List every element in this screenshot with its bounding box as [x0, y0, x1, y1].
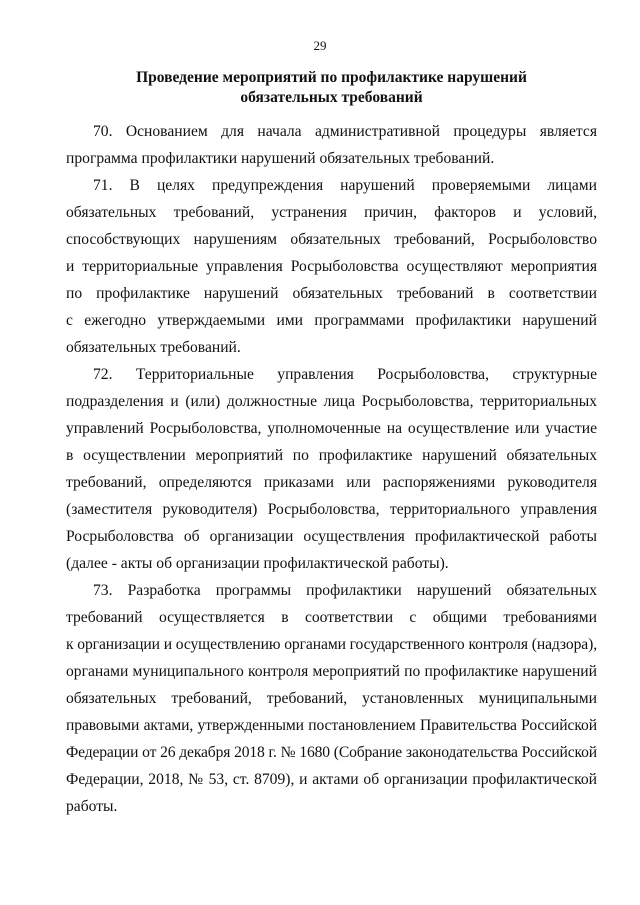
page-number: 29 [313, 38, 327, 53]
paragraph-line: к организации и осуществлению органами государственного контроля (надзора), [66, 636, 597, 653]
paragraph [66, 172, 597, 361]
paragraph-line: (далее - акты об организации профилактической работы). [66, 555, 449, 572]
paragraph-line: правовыми актами, утвержденными постановлением Правительства Российской [66, 717, 597, 734]
paragraph-line: 71. В целях предупреждения нарушений проверяемыми лицами [93, 177, 597, 194]
paragraph-line: Росрыболовства об организации осуществления профилактической работы [66, 528, 597, 545]
paragraph-line: 73. Разработка программы профилактики нарушений обязательных [93, 582, 597, 599]
paragraph [66, 118, 597, 172]
section-title-line: обязательных требований [240, 89, 423, 106]
paragraph-line: и территориальные управления Росрыболовства осуществляют мероприятия [66, 258, 597, 275]
paragraph-line: (заместителя руководителя) Росрыболовства, территориального управления [66, 501, 597, 518]
paragraph-line: органами муниципального контроля мероприятий по профилактике нарушений [66, 663, 597, 680]
paragraph-line: по профилактике нарушений обязательных требований в соответствии [66, 285, 597, 302]
paragraph-line: подразделения и (или) должностные лица Росрыболовства, территориальных [66, 393, 597, 410]
section-title [66, 68, 597, 108]
document-body [66, 118, 597, 820]
paragraph-line: работы. [66, 798, 118, 815]
paragraph-line: Федерации от 26 декабря 2018 г. № 1680 (Собрание законодательства Российской [66, 744, 597, 761]
paragraph [66, 577, 597, 820]
paragraph-line: 72. Территориальные управления Росрыболовства, структурные [93, 366, 597, 383]
paragraph-line: с ежегодно утверждаемыми ими программами профилактики нарушений [66, 312, 597, 329]
section-title-line: Проведение мероприятий по профилактике нарушений [136, 69, 527, 86]
paragraph-line: в осуществлении мероприятий по профилактике нарушений обязательных [66, 447, 597, 464]
paragraph-line: обязательных требований. [66, 339, 241, 356]
paragraph-line: обязательных требований, устранения причин, факторов и условий, [66, 204, 597, 221]
paragraph-line: Федерации, 2018, № 53, ст. 8709), и актами об организации профилактической [66, 771, 597, 788]
paragraph [66, 361, 597, 577]
paragraph-line: 70. Основанием для начала административной процедуры является [93, 123, 597, 140]
paragraph-line: управлений Росрыболовства, уполномоченные на осуществление или участие [66, 420, 597, 437]
paragraph-line: требований, определяются приказами или распоряжениями руководителя [66, 474, 597, 491]
paragraph-line: способствующих нарушениям обязательных требований, Росрыболовство [66, 231, 597, 248]
paragraph-line: требований осуществляется в соответствии с общими требованиями [66, 609, 597, 626]
paragraph-line: обязательных требований, требований, установленных муниципальными [66, 690, 597, 707]
paragraph-line: программа профилактики нарушений обязательных требований. [66, 150, 495, 167]
